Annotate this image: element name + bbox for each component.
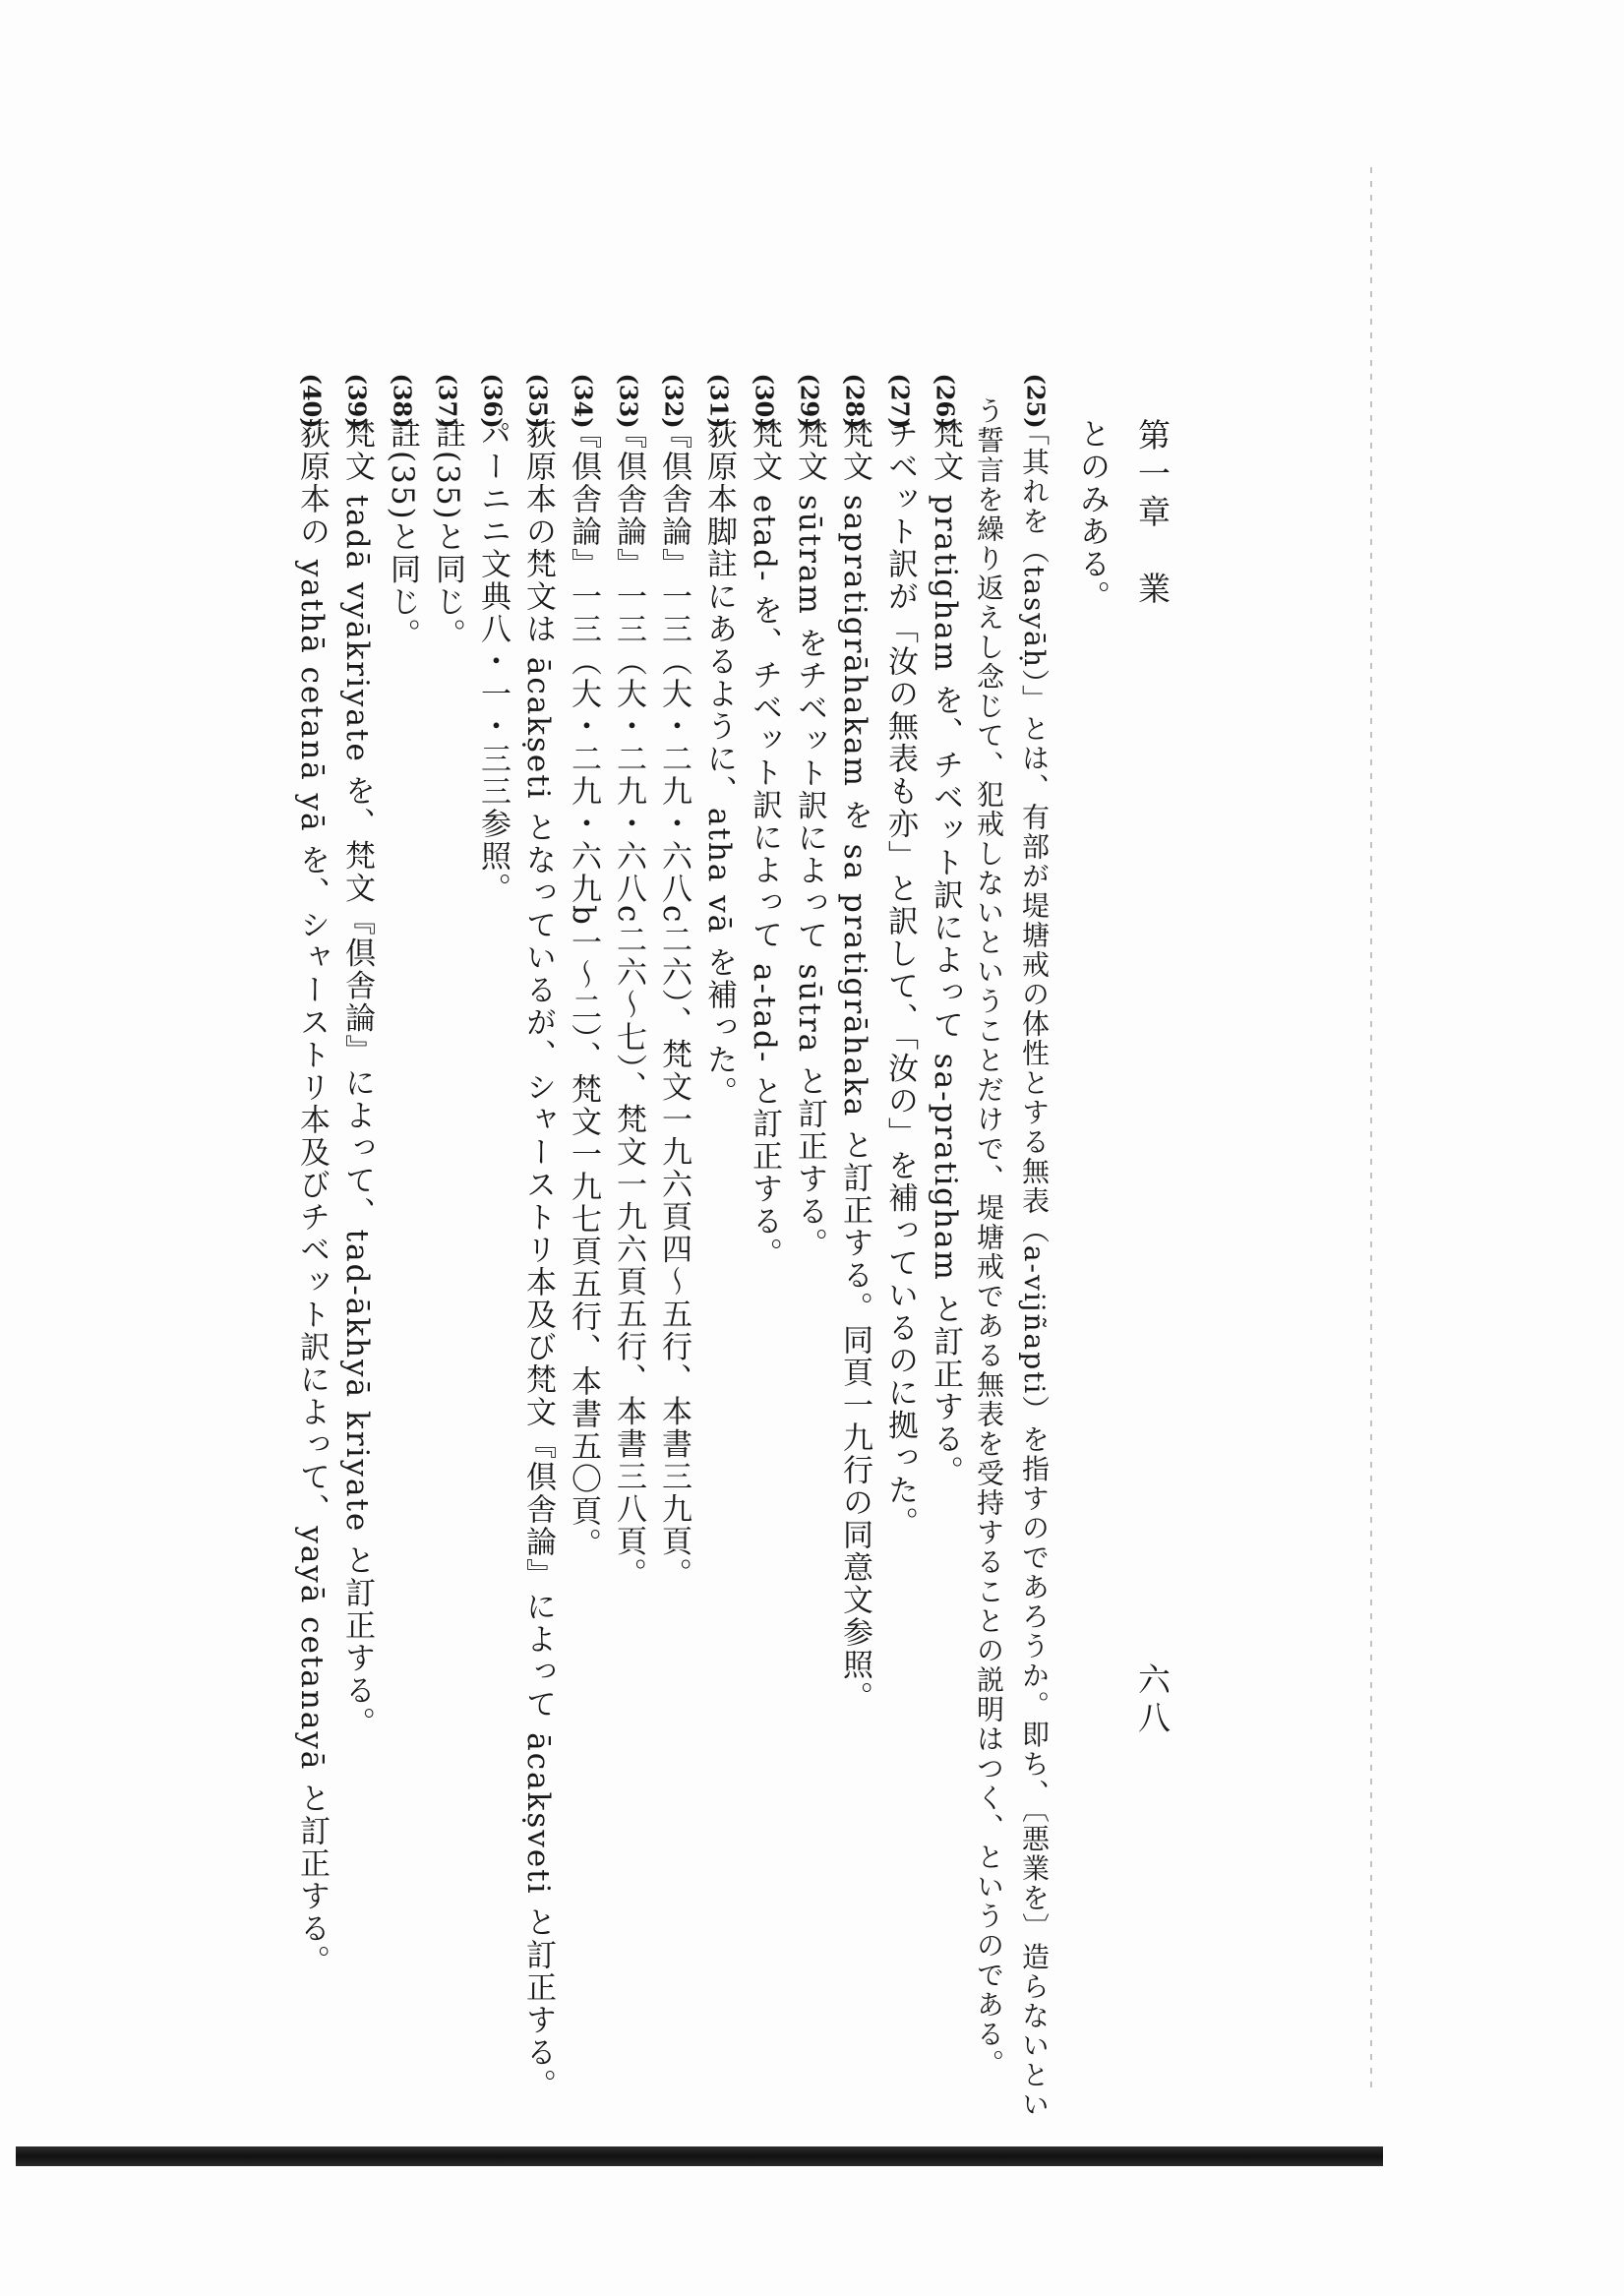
note-number: (29) [795,373,824,429]
note-number: (33) [614,373,643,429]
note-text: 梵文 etad- を、チベット訳によって a-tad- と訂正する。 [747,418,782,1271]
note-text: 『倶舎論』一三（大・二九・六八c二六〜七）、梵文一九六頁五行、本書三八頁。 [611,418,646,1591]
intro-line: とのみある。 [1074,418,1110,613]
note-text: 梵文 sūtram をチベット訳によって sūtra と訂正する。 [792,418,827,1261]
note-text: 荻原本の梵文は ācakṣeti となっているが、シャーストリ本及び梵文『倶舎論』によって ācakṣveti と訂正する。 [520,418,556,2102]
scan-edge-line [1370,167,1372,2095]
note-text: 梵文 sapratigrāhakam を sa pratigrāhaka と訂正する。同頁一九行の同意文参照。 [837,418,872,1715]
note-number: (30) [750,373,779,429]
note-text: 『倶舎論』一三（大・二九・六八c二六）、梵文一九六頁四〜五行、本書三九頁。 [656,418,692,1591]
note-text: パーニニ文典八・一・三三参照。 [475,418,511,905]
note-text-continued: う誓言を繰り返えし念じて、犯戒しないということだけで、堤塘戒である無表を受持することの説明はつく、というのである。 [973,396,1005,2079]
note-text: 『倶舎論』一三（大・二九・六九b一〜二）、梵文一九七頁五行、本書五〇頁。 [566,418,601,1561]
note-number: (25) [1021,373,1051,429]
scan-bottom-bar [16,2146,1383,2166]
note-number: (40) [297,373,327,429]
note-text: 荻原本脚註にあるように、atha vā を補った。 [701,418,737,1110]
note-number: (39) [342,373,372,429]
note-text: チベット訳が「汝の無表も亦」と訳して、「汝の」を補っているのに拠った。 [882,418,918,1540]
note-number: (27) [885,373,915,429]
note-text: 「其れを（tasyāḥ）」とは、有部が堤塘戒の体性とする無表（a-vijñapti）を指すのであろうか。即ち、〔悪業を〕造らないとい [1018,418,1051,2120]
note-number: (37) [433,373,462,429]
note-number: (31) [704,373,734,429]
note-number: (26) [931,373,960,429]
note-number: (32) [659,373,689,429]
note-number: (36) [478,373,508,429]
note-number: (35) [523,373,553,429]
page-number: 六八 [1133,1662,1172,1739]
note-text: 梵文 tadā vyākriyate を、梵文『倶舎論』によって、tad-ākhyā kriyate と訂正する。 [339,418,375,1740]
note-number: (38) [388,373,417,429]
note-number: (34) [569,373,598,429]
note-text: 荻原本の yathā cetanā yā を、シャーストリ本及びチベット訳によって、yayā cetanayā と訂正する。 [294,418,330,1978]
note-text: 註(35)と同じ。 [430,418,465,651]
chapter-heading: 第一章 業 [1133,418,1172,610]
note-text: 註(35)と同じ。 [385,418,420,651]
note-text: 梵文 pratigham を、チベット訳によって sa-pratigham と訂正する。 [928,418,963,1488]
note-number: (28) [840,373,870,429]
